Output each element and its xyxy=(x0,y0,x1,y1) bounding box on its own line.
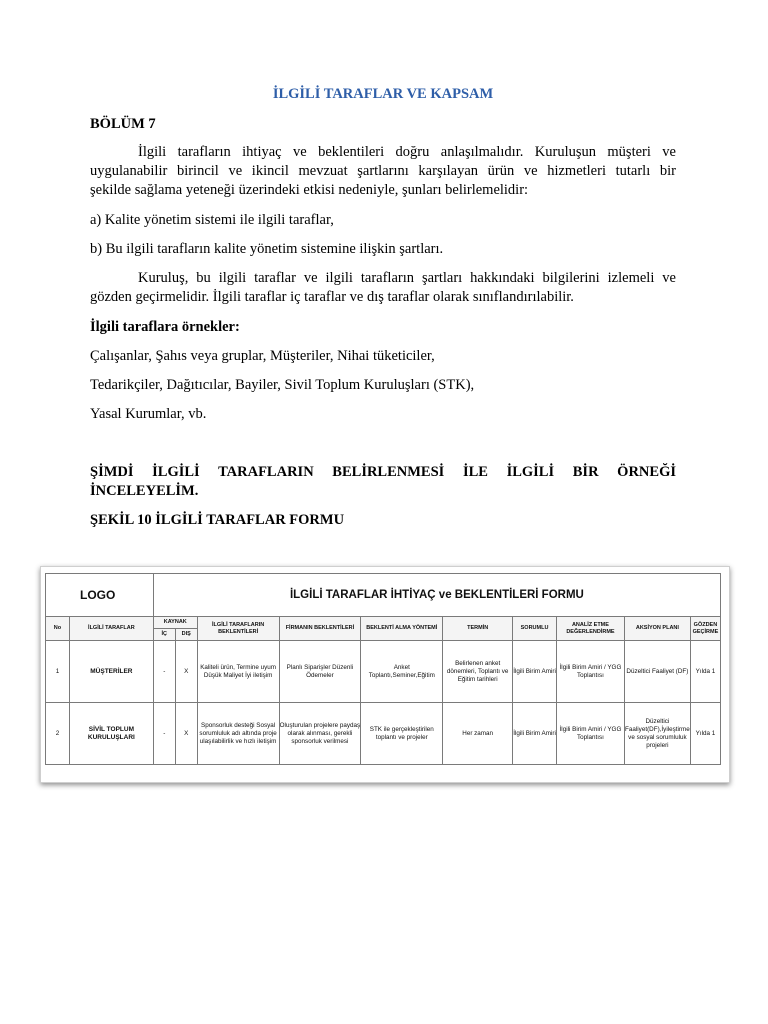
row-internal: - xyxy=(153,641,175,703)
row-external: X xyxy=(175,641,197,703)
row-external: X xyxy=(175,703,197,765)
row-company-expectations: Oluşturulan projelere paydaş olarak alınması, gerekli sponsorluk verilmesi xyxy=(279,703,361,765)
section-heading-line-1: ŞİMDİ İLGİLİ TARAFLARIN BELİRLENMESİ İLE İLGİLİ BİR ÖRNEĞİ xyxy=(90,464,676,480)
chapter-heading: BÖLÜM 7 xyxy=(90,116,156,132)
paragraph-1-line-2: uygulanabilir birincil ve ikincil mevzuat şartlarını karşılayan ürün ve hizmetleri tutarlı bir xyxy=(90,163,676,179)
paragraph-2-line-2: gözden geçirmelidir. İlgili taraflar iç taraflar ve dış taraflar olarak sınıflandırılabilir. xyxy=(90,289,574,305)
row-responsible: İlgili Birim Amiri xyxy=(513,703,557,765)
row-term: Her zaman xyxy=(443,703,513,765)
interested-parties-form-table xyxy=(45,573,721,765)
example-line-2: Tedarikçiler, Dağıtıcılar, Bayiler, Sivil Toplum Kuruluşları (STK), xyxy=(90,377,475,393)
example-line-3: Yasal Kurumlar, vb. xyxy=(90,406,207,422)
row-action-plan: Düzeltici Faaliyet(DF),İyileştirme ve sosyal sorumluluk projeleri xyxy=(624,703,690,765)
page-title: İLGİLİ TARAFLAR VE KAPSAM xyxy=(272,86,494,102)
header-no: No xyxy=(46,617,70,641)
table-row xyxy=(46,641,721,703)
row-needs: Sponsorluk desteği Sosyal sorumluluk adı altında proje ulaşılabilirlik ve hızlı iletişim xyxy=(197,703,279,765)
examples-heading: İlgili taraflara örnekler: xyxy=(90,319,240,335)
row-no: 2 xyxy=(46,703,70,765)
form-figure xyxy=(40,566,730,783)
figure-caption: ŞEKİL 10 İLGİLİ TARAFLAR FORMU xyxy=(90,512,345,528)
header-party: İLGİLİ TARAFLAR xyxy=(69,617,153,641)
table-row xyxy=(46,703,721,765)
header-company-expectations: FİRMANIN BEKLENTİLERİ xyxy=(279,617,361,641)
row-party: SİVİL TOPLUM KURULUŞLARI xyxy=(69,703,153,765)
header-needs: İLGİLİ TARAFLARIN BEKLENTİLERİ xyxy=(197,617,279,641)
row-method: Anket Toplantı,Seminer,Eğitim xyxy=(361,641,443,703)
header-review: GÖZDEN GEÇİRME xyxy=(690,617,720,641)
row-method: STK ile gerçekleştirilen toplantı ve projeler xyxy=(361,703,443,765)
list-item-a: a) Kalite yönetim sistemi ile ilgili taraflar, xyxy=(90,212,334,228)
paragraph-1-line-1: İlgili tarafların ihtiyaç ve beklentileri doğru anlaşılmalıdır. Kuruluşun müşteri ve xyxy=(138,144,676,160)
paragraph-1-line-3: şekilde sağlama yeteneği üzerindeki etkisi nedeniyle, şunları belirlemelidir: xyxy=(90,182,529,198)
row-no: 1 xyxy=(46,641,70,703)
row-term: Belirlenen anket dönemleri, Toplantı ve Eğitim tarihleri xyxy=(443,641,513,703)
row-review: Yılda 1 xyxy=(690,641,720,703)
row-party: MÜŞTERİLER xyxy=(69,641,153,703)
header-analysis: ANALİZ ETME DEĞERLENDİRME xyxy=(557,617,625,641)
section-heading-line-2: İNCELEYELİM. xyxy=(90,483,199,499)
row-internal: - xyxy=(153,703,175,765)
row-analysis: İlgili Birim Amiri / YGG Toplantısı xyxy=(557,703,625,765)
header-method: BEKLENTİ ALMA YÖNTEMİ xyxy=(361,617,443,641)
list-item-b: b) Bu ilgili tarafların kalite yönetim sistemine ilişkin şartları. xyxy=(90,241,444,257)
row-analysis: İlgili Birim Amiri / YGG Toplantısı xyxy=(557,641,625,703)
header-source: KAYNAK xyxy=(153,617,197,629)
header-term: TERMİN xyxy=(443,617,513,641)
header-external: DIŞ xyxy=(175,629,197,641)
row-action-plan: Düzeltici Faaliyet (DF) xyxy=(624,641,690,703)
form-logo: LOGO xyxy=(46,574,154,617)
row-needs: Kaliteli ürün, Termine uyum Düşük Maliyet İyi iletişim xyxy=(197,641,279,703)
example-line-1: Çalışanlar, Şahıs veya gruplar, Müşteriler, Nihai tüketiciler, xyxy=(90,348,435,364)
form-title: İLGİLİ TARAFLAR İHTİYAÇ ve BEKLENTİLERİ FORMU xyxy=(153,574,720,617)
row-review: Yılda 1 xyxy=(690,703,720,765)
header-action-plan: AKSİYON PLANI xyxy=(624,617,690,641)
paragraph-2-line-1: Kuruluş, bu ilgili taraflar ve ilgili tarafların şartları hakkındaki bilgilerini izlemeli ve xyxy=(138,270,676,286)
row-company-expectations: Planlı Siparişler Düzenli Ödemeler xyxy=(279,641,361,703)
header-responsible: SORUMLU xyxy=(513,617,557,641)
header-internal: İÇ xyxy=(153,629,175,641)
row-responsible: İlgili Birim Amiri xyxy=(513,641,557,703)
